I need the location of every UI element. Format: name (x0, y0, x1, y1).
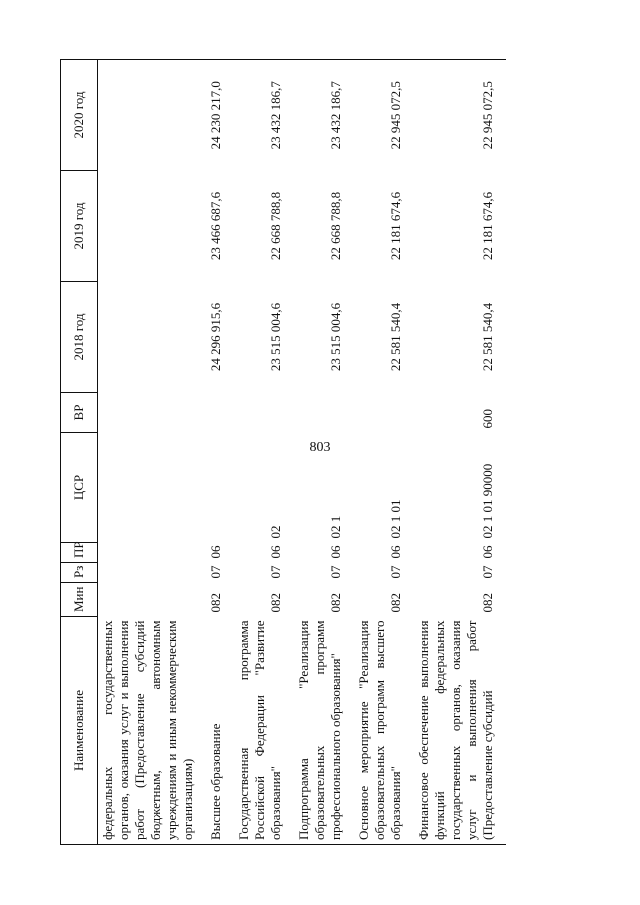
row-vr (354, 393, 414, 433)
row-name: Высшее образование (206, 617, 234, 845)
rotated-page (60, 60, 640, 845)
header-2018: 2018 год (61, 282, 98, 393)
row-2018: 24 296 915,6 (208, 302, 223, 372)
table-row (414, 60, 506, 845)
row-vr (98, 393, 207, 433)
row-name: Подпрограмма "Реализация образовательных программ профессионального образования" (294, 617, 354, 845)
row-pr: 06 (328, 545, 343, 559)
row-name: Финансовое обеспечение выполнения функций федеральных государственных органов, оказания услуг и выполнения работ (Предоставление субсидий (414, 617, 506, 845)
row-2020 (98, 60, 207, 171)
row-csr: 02 1 01 (388, 499, 403, 539)
table-header-row (61, 60, 98, 845)
row-csr: 02 (268, 525, 283, 539)
header-vr: ВР (61, 393, 98, 433)
row-2020: 22 945 072,5 (414, 60, 506, 171)
row-2018: 23 515 004,6 (328, 302, 343, 372)
row-pr (98, 543, 207, 563)
row-rz: 07 (268, 565, 283, 579)
row-vr (206, 393, 234, 433)
row-2019: 22 181 674,6 (388, 191, 403, 261)
row-2019 (98, 171, 207, 282)
row-2018: 23 515 004,6 (268, 302, 283, 372)
row-name: федеральных государственных органов, оказания услуг и выполнения работ (Предоставление субсидий бюджетным, автономным учреждениям и иным некоммерческим организациям) (98, 617, 207, 845)
table-row (206, 60, 234, 845)
table-row (98, 60, 207, 845)
row-rz: 07 (480, 565, 495, 579)
table-row (354, 60, 414, 845)
row-pr: 06 (480, 545, 495, 559)
row-vr: 600 (480, 409, 495, 429)
row-2019: 22 181 674,6 (480, 191, 495, 261)
row-pr: 06 (268, 545, 283, 559)
row-vr (234, 393, 294, 433)
row-2019: 22 668 788,8 (268, 191, 283, 261)
header-rz: Рз (61, 563, 98, 583)
row-min (98, 583, 207, 617)
row-2019: 23 466 687,6 (208, 191, 223, 261)
row-min: 082 (268, 593, 283, 613)
row-csr (206, 433, 234, 543)
row-2020: 23 432 186,7 (294, 60, 354, 171)
row-2018 (98, 282, 207, 393)
row-pr: 06 (388, 545, 403, 559)
header-2019: 2019 год (61, 171, 98, 282)
row-2019: 22 668 788,8 (328, 191, 343, 261)
row-csr (98, 433, 207, 543)
budget-table (60, 59, 506, 845)
page-number: 803 (309, 440, 331, 455)
row-name: Основное мероприятие "Реализация образовательных программ высшего образования" (354, 617, 414, 845)
row-rz: 07 (208, 565, 223, 579)
row-rz (98, 563, 207, 583)
row-min: 082 (328, 593, 343, 613)
table-row (234, 60, 294, 845)
table-row (294, 60, 354, 845)
header-2020: 2020 год (61, 60, 98, 171)
row-vr (294, 393, 354, 433)
header-name: Наименование (61, 617, 98, 845)
row-pr: 06 (208, 545, 223, 559)
row-2018: 22 581 540,4 (388, 302, 403, 372)
row-csr: 02 1 01 90000 (480, 463, 495, 539)
row-2020: 24 230 217,0 (206, 60, 234, 171)
row-min: 082 (388, 593, 403, 613)
row-min: 082 (208, 593, 223, 613)
row-rz: 07 (388, 565, 403, 579)
row-2020: 22 945 072,5 (354, 60, 414, 171)
header-min: Мин (61, 583, 98, 617)
row-2020: 23 432 186,7 (234, 60, 294, 171)
row-csr: 02 1 (328, 515, 343, 539)
header-csr: ЦСР (61, 433, 98, 543)
header-pr: ПР (61, 543, 98, 563)
row-rz: 07 (328, 565, 343, 579)
row-2018: 22 581 540,4 (480, 302, 495, 372)
row-min: 082 (480, 593, 495, 613)
row-name: Государственная программа Российской Федерации "Развитие образования" (234, 617, 294, 845)
